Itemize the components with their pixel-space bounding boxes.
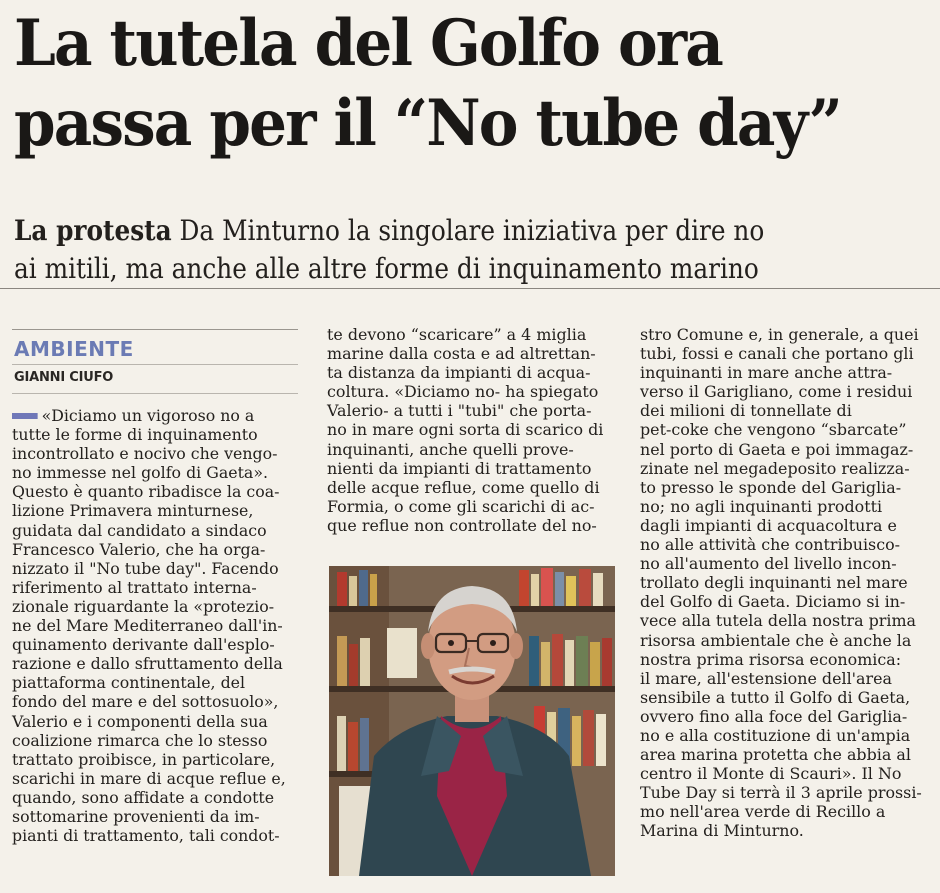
article-line-text: risorsa ambientale che è anche la xyxy=(640,630,912,650)
article-line-text: vece alla tutela della nostra prima xyxy=(640,611,916,631)
article-line-text: no all'aumento del livello incon- xyxy=(640,554,897,574)
article-line-text: stro Comune e, in generale, a quei xyxy=(640,325,919,344)
article-line-text: guidata dal candidato a sindaco xyxy=(12,520,267,540)
article-line xyxy=(640,344,926,363)
article-line-text: coalizione rimarca che lo stesso xyxy=(12,730,268,750)
article-line xyxy=(12,501,300,520)
article-line xyxy=(640,669,926,688)
lead-marker xyxy=(12,413,38,419)
article-line xyxy=(640,573,926,592)
article-line xyxy=(640,554,926,573)
article-line-text: to presso le sponde del Gariglia- xyxy=(640,477,902,497)
article-line-text: inquinanti in mare anche attra- xyxy=(640,363,893,383)
article-line-text: pet-coke che vengono “sbarcate” xyxy=(640,420,907,440)
article-line-text: no in mare ogni sorta di scarico di xyxy=(327,420,604,440)
article-line xyxy=(12,482,300,501)
article-line-text: del Golfo di Gaeta. Diciamo si in- xyxy=(640,592,906,612)
article-line-text: piattaforma continentale, del xyxy=(12,673,246,693)
article-line xyxy=(640,516,926,535)
article-line-text: marine dalla costa e ad altrettan- xyxy=(327,344,596,364)
article-line xyxy=(640,382,926,401)
article-line xyxy=(327,420,615,439)
article-line-text: tutte le forme di inquinamento xyxy=(12,425,258,445)
article-line-text: «Diciamo un vigoroso no a xyxy=(41,406,255,425)
byline: GIANNI CIUFO xyxy=(14,370,114,385)
article-line-text: Valerio e i componenti della sua xyxy=(12,711,268,731)
article-line xyxy=(640,497,926,516)
article-line xyxy=(12,731,300,750)
article-line-text: sensibile a tutto il Golfo di Gaeta, xyxy=(640,687,911,707)
article-line xyxy=(640,688,926,707)
article-line-text: Tube Day si terrà il 3 aprile prossi- xyxy=(640,783,922,803)
portrait-photo xyxy=(329,566,615,876)
article-line xyxy=(640,650,926,669)
subheadline-line-1-text: Da Minturno la singolare iniziativa per dire no xyxy=(171,214,765,247)
article-line xyxy=(640,325,926,344)
article-line xyxy=(640,592,926,611)
article-line-text: scarichi in mare di acque reflue e, xyxy=(12,768,286,788)
article-line xyxy=(12,521,300,540)
article-line-text: area marina protetta che abbia al xyxy=(640,745,911,765)
article-line xyxy=(12,597,300,616)
article-line-text: Formia, o come gli scarichi di ac- xyxy=(327,496,595,516)
article-line xyxy=(640,726,926,745)
article-line-text: riferimento al trattato interna- xyxy=(12,577,257,597)
article-line-text: ne del Mare Mediterraneo dall'in- xyxy=(12,616,283,636)
subheadline-divider xyxy=(0,288,940,289)
article-line-text: Questo è quanto ribadisce la coa- xyxy=(12,482,280,502)
article-line xyxy=(640,363,926,382)
article-line xyxy=(12,463,300,482)
article-line-text: ta distanza da impianti di acqua- xyxy=(327,363,591,383)
article-line xyxy=(640,535,926,554)
article-line-text: dei milioni di tonnellate di xyxy=(640,401,852,421)
subheadline xyxy=(14,212,837,288)
article-line-text: quinamento derivante dall'esplo- xyxy=(12,635,275,655)
portrait-illustration xyxy=(329,566,615,876)
article-column-3 xyxy=(640,325,928,841)
article-line xyxy=(12,692,300,711)
article-line-text: Francesco Valerio, che ha orga- xyxy=(12,539,266,559)
article-line xyxy=(327,440,615,459)
article-line-text: quando, sono affidate a condotte xyxy=(12,787,275,807)
article-line-text: fondo del mare e del sottosuolo», xyxy=(12,692,279,712)
article-line xyxy=(12,788,300,807)
article-line xyxy=(12,654,300,673)
article-line xyxy=(327,344,615,363)
subheadline-line-1 xyxy=(14,212,837,250)
article-column-1 xyxy=(12,406,304,845)
article-line-text: il mare, all'estensione dell'area xyxy=(640,668,892,688)
article-line-text: centro il Monte di Scauri». Il No xyxy=(640,764,902,784)
article-line xyxy=(640,420,926,439)
article-line-text: razione e dallo sfruttamento della xyxy=(12,654,283,674)
article-line xyxy=(640,821,926,840)
article-line-text: inquinanti, anche quelli prove- xyxy=(327,439,574,459)
article-line xyxy=(327,363,615,382)
article-column-2 xyxy=(327,325,617,535)
article-line xyxy=(640,440,926,459)
article-line-text: trollato degli inquinanti nel mare xyxy=(640,573,908,593)
article-line xyxy=(327,325,615,344)
article-line xyxy=(12,673,300,692)
article-line xyxy=(12,616,300,635)
article-line-text: coltura. «Diciamo no- ha spiegato xyxy=(327,382,599,402)
article-line-text: no immesse nel golfo di Gaeta». xyxy=(12,463,268,483)
article-line-text: Marina di Minturno. xyxy=(640,821,804,841)
article-line xyxy=(12,425,300,444)
article-line-text: zionale riguardante la «protezio- xyxy=(12,596,275,616)
article-line-text: dagli impianti di acquacoltura e xyxy=(640,515,897,535)
article-line xyxy=(640,745,926,764)
subheadline-line-2: ai mitili, ma anche alle altre forme di inquinamento marino xyxy=(14,252,759,285)
headline xyxy=(14,4,870,164)
article-line-text: nostra prima risorsa economica: xyxy=(640,649,902,669)
article-line xyxy=(12,712,300,731)
article-line xyxy=(12,750,300,769)
article-line-text: no alle attività che contribuisco- xyxy=(640,535,901,555)
article-line-text: pianti di trattamento, tali condot- xyxy=(12,826,280,846)
headline-line-1: La tutela del Golfo ora xyxy=(14,6,722,81)
article-line xyxy=(640,459,926,478)
article-line xyxy=(640,764,926,783)
article-line-text: delle acque reflue, come quello di xyxy=(327,477,600,497)
section-divider-top xyxy=(12,329,298,330)
article-line xyxy=(12,540,300,559)
headline-line-2: passa per il “No tube day” xyxy=(14,86,841,161)
article-line-text: nel porto di Gaeta e poi immagaz- xyxy=(640,439,914,459)
article-line xyxy=(640,783,926,802)
article-line xyxy=(640,707,926,726)
article-line xyxy=(327,497,615,516)
article-line-text: trattato proibisce, in particolare, xyxy=(12,749,276,769)
section-divider-bottom xyxy=(12,393,298,394)
article-line-text: sottomarine provenienti da im- xyxy=(12,806,260,826)
article-line-text: mo nell'area verde di Recillo a xyxy=(640,802,886,822)
subheadline-kicker: La protesta xyxy=(14,214,172,247)
article-line-text: nienti da impianti di trattamento xyxy=(327,458,592,478)
article-line-text: te devono “scaricare” a 4 miglia xyxy=(327,325,587,344)
article-line xyxy=(640,802,926,821)
article-line xyxy=(12,444,300,463)
article-line xyxy=(327,401,615,420)
article-line-text: tubi, fossi e canali che portano gli xyxy=(640,344,914,364)
article-line-text: no; no agli inquinanti prodotti xyxy=(640,496,883,516)
article-line-text: verso il Garigliano, come i residui xyxy=(640,382,913,402)
article-line-text: ovvero fino alla foce del Gariglia- xyxy=(640,706,908,726)
article-line xyxy=(327,478,615,497)
section-divider-middle xyxy=(12,364,298,365)
article-line xyxy=(12,406,300,425)
article-line xyxy=(12,578,300,597)
article-line xyxy=(12,635,300,654)
section-label: AMBIENTE xyxy=(14,337,134,361)
article-line xyxy=(327,459,615,478)
article-line xyxy=(12,769,300,788)
article-line xyxy=(640,611,926,630)
article-line-text: Valerio- a tutti i "tubi" che porta- xyxy=(327,401,592,421)
article-line xyxy=(640,401,926,420)
article-line-text: zinate nel megadeposito realizza- xyxy=(640,458,910,478)
article-line-text: que reflue non controllate del no- xyxy=(327,515,597,535)
article-line xyxy=(640,631,926,650)
article-line-text: incontrollato e nocivo che vengo- xyxy=(12,444,278,464)
article-line xyxy=(327,516,615,535)
article-line xyxy=(327,382,615,401)
article-line xyxy=(640,478,926,497)
article-line xyxy=(12,826,300,845)
article-line xyxy=(12,807,300,826)
article-line-text: nizzato il "No tube day". Facendo xyxy=(12,558,279,578)
article-line-text: lizione Primavera minturnese, xyxy=(12,501,254,521)
article-line xyxy=(12,559,300,578)
article-line-text: no e alla costituzione di un'ampia xyxy=(640,725,911,745)
